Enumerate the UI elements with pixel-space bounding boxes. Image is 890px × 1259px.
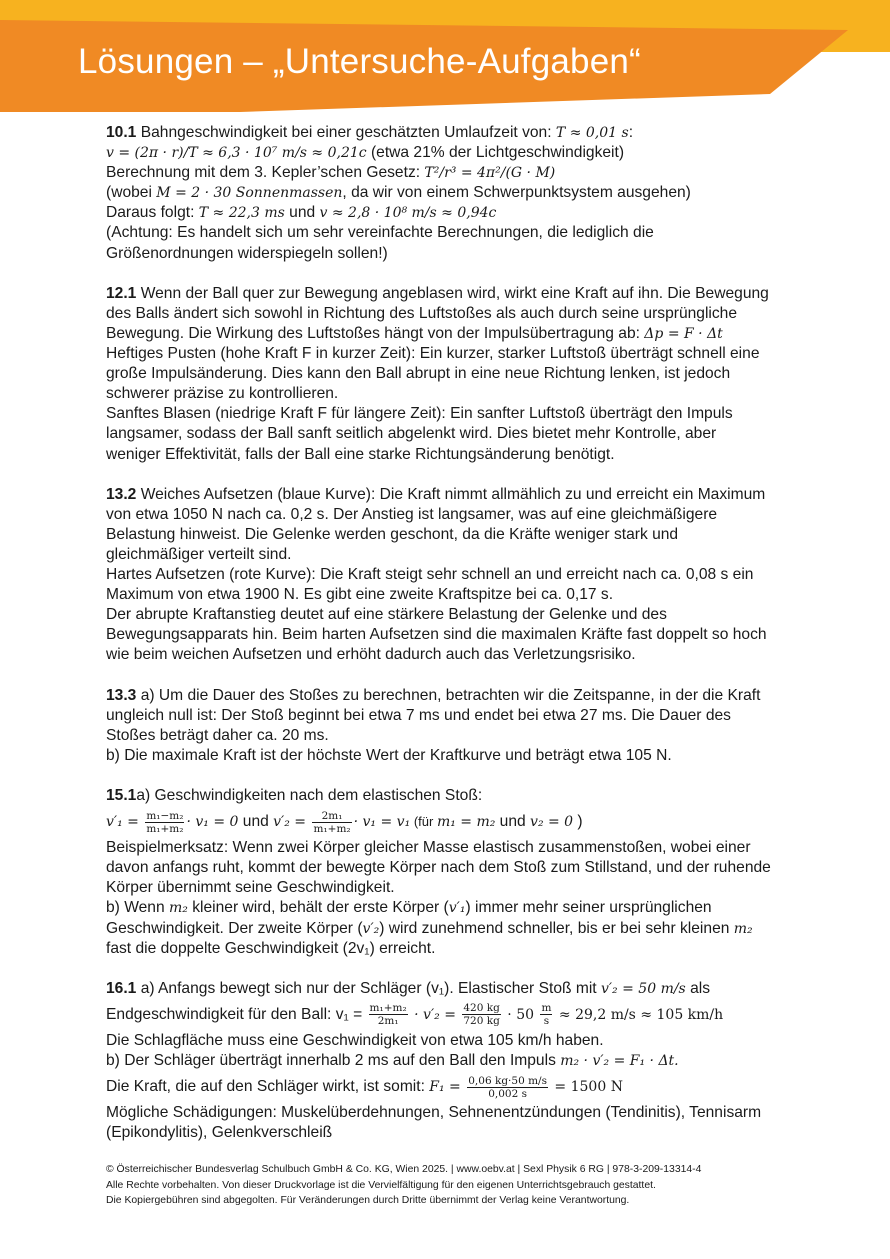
line: b) Die maximale Kraft ist der höchste Wert der Kraftkurve und beträgt etwa 105 N. [106, 746, 672, 764]
formula: v′₂ = [273, 814, 311, 831]
page-title: Lösungen – „Untersuche-Aufgaben“ [78, 42, 641, 81]
fraction [369, 1002, 408, 1027]
line: Die Schlagfläche muss eine Geschwindigkeit von etwa 105 km/h haben. [106, 1031, 604, 1049]
line: ungleich null ist: Der Stoß beginnt bei etwa 7 ms und endet bei etwa 27 ms. Die Dauer des [106, 706, 731, 724]
formula: · v′₂ = [409, 1006, 461, 1023]
footer-line: Die Kopiergebühren sind abgegolten. Für Veränderungen durch Dritte übernimmt der Verlag keine Verantwortung. [106, 1195, 630, 1206]
text: ) wird zunehmend schneller, bis er bei sehr kleinen [379, 919, 734, 937]
line [106, 284, 786, 304]
formula: m₂ [168, 900, 188, 917]
text: (wobei [106, 184, 157, 202]
formula: ≈ 29,2 m/s ≈ 105 km/h [554, 1006, 724, 1023]
fraction [462, 1002, 500, 1027]
task-number: 10.1 [106, 124, 137, 141]
copyright-footer [106, 1162, 826, 1209]
formula: = 1500 N [549, 1079, 623, 1096]
text: Weiches Aufsetzen (blaue Kurve): Die Kraft nimmt allmählich zu und erreicht ein Maximum [136, 485, 766, 503]
line: (Epikondylitis), Gelenkverschleiß [106, 1124, 333, 1142]
fraction [540, 1002, 552, 1027]
line [106, 1051, 786, 1071]
task-number: 16.1 [106, 979, 137, 997]
formula: v = (2π · r)/T ≈ 6,3 · 10⁷ m/s ≈ 0,21c [106, 145, 367, 162]
numerator: 420 kg [463, 1002, 500, 1015]
text: , da wir von einem Schwerpunktsystem ausgehen) [342, 184, 691, 202]
line: langsamer, sodass der Ball sanft seitlich abgelenkt wird. Dies bietet mehr Kontrolle, aber [106, 425, 717, 443]
equation-line [106, 1071, 786, 1103]
section-15-1 [106, 786, 786, 959]
text: und [238, 813, 274, 831]
formula: v′₂ [362, 920, 380, 937]
denominator: s [543, 1015, 550, 1028]
formula: Δp = F · Δt [644, 325, 723, 342]
formula: m₂ · v′₂ = F₁ · Δt. [560, 1053, 679, 1070]
denominator: m₁+m₂ [313, 822, 351, 835]
line: gleichmäßiger verteilt sind. [106, 545, 292, 563]
text: : [628, 124, 634, 141]
line: Größenordnungen widerspiegeln sollen!) [106, 244, 388, 262]
text: Geschwindigkeit. Der zweite Körper ( [106, 919, 363, 937]
line: von etwa 1050 N nach ca. 0,2 s. Der Anstieg ist langsamer, was auf eine gleichmäßigere [106, 505, 718, 523]
line: Körper übernimmt seine Geschwindigkeit. [106, 879, 395, 897]
section-12-1 [106, 284, 786, 465]
line: Mögliche Schädigungen: Muskelüberdehnungen, Sehnenentzündungen (Tendinitis), Tennisarm [106, 1104, 762, 1122]
numerator: m [541, 1002, 552, 1015]
text: und [284, 204, 320, 222]
formula: T²/r³ = 4π²/(G · M) [424, 165, 556, 182]
text: a) Anfangs bewegt sich nur der Schläger (v₁). Elastischer Stoß mit [136, 979, 601, 997]
formula: m₂ [733, 920, 753, 937]
line [106, 979, 786, 999]
text: (für [410, 814, 437, 830]
fraction [145, 810, 184, 835]
equation-line [106, 806, 786, 838]
formula: · 50 [502, 1006, 539, 1023]
line: große Impulsänderung. Dies kann den Ball abrupt in eine neue Richtung lenken, ist jedoch [106, 365, 731, 383]
line [106, 324, 786, 344]
section-16-1 [106, 979, 786, 1143]
section-13-2 [106, 485, 786, 666]
task-number: 13.2 [106, 485, 137, 503]
text: Daraus folgt: [106, 204, 199, 222]
text: Endgeschwindigkeit für den Ball: v₁ = [106, 1005, 367, 1023]
text: Bahngeschwindigkeit bei einer geschätzten Umlaufzeit von: [136, 124, 556, 141]
denominator: 2m₁ [377, 1015, 399, 1028]
numerator: 2m₁ [312, 810, 351, 823]
line: davon anfangs ruht, kommt der bewegte Körper nach dem Stoß zum Stillstand, und der ruhende [106, 859, 771, 877]
text: und [495, 813, 531, 831]
formula: · v₁ = 0 [186, 814, 239, 831]
line [106, 163, 786, 183]
formula: · v₁ = v₁ [353, 814, 411, 831]
line: Der abrupte Kraftanstieg deutet auf eine stärkere Belastung der Gelenke und des [106, 606, 667, 624]
line: wie beim weichen Aufsetzen und erhöht dadurch auch das Verletzungsrisiko. [106, 646, 636, 664]
text: kleiner wird, behält der erste Körper ( [187, 899, 449, 917]
numerator: 0,06 kg·50 m/s [468, 1074, 547, 1087]
formula: F₁ = [429, 1079, 466, 1096]
formula: v′₁ = [106, 814, 144, 831]
line: weniger Effektivität, falls der Ball eine starke Richtungsänderung benötigt. [106, 445, 615, 463]
solutions-content [106, 123, 786, 1163]
text: als [685, 979, 711, 997]
line [106, 183, 786, 203]
line: schwerer präzise zu kontrollieren. [106, 385, 339, 403]
formula: v′₂ = 50 m/s [600, 980, 686, 997]
formula: T ≈ 22,3 ms [198, 205, 285, 222]
numerator: m₁−m₂ [146, 809, 184, 822]
section-10-1 [106, 123, 786, 264]
fraction [312, 810, 351, 835]
formula: m₁ = m₂ [436, 814, 496, 831]
task-number: 13.3 [106, 686, 137, 704]
fraction [467, 1075, 548, 1100]
footer-line: © Österreichischer Bundesverlag Schulbuch GmbH & Co. KG, Wien 2025. | www.oebv.at | Sexl Physik 6 RG | 978-3-209-13314-4 [106, 1164, 702, 1175]
text: a) Geschwindigkeiten nach dem elastischen Stoß: [136, 787, 483, 805]
section-13-3 [106, 686, 786, 766]
line: Stoßes beträgt daher ca. 20 ms. [106, 726, 329, 744]
line: Hartes Aufsetzen (rote Kurve): Die Kraft steigt sehr schnell an und erreicht nach ca. 0,08 s ein [106, 566, 754, 584]
text: Wenn der Ball quer zur Bewegung angeblasen wird, wirkt eine Kraft auf ihn. Die Bewegung [136, 284, 769, 302]
line [106, 123, 786, 143]
line: (Achtung: Es handelt sich um sehr vereinfachte Berechnungen, die lediglich die [106, 224, 654, 242]
line: Beispielmerksatz: Wenn zwei Körper gleicher Masse elastisch zusammenstoßen, wobei einer [106, 839, 751, 857]
text: ) [573, 813, 583, 831]
text: Berechnung mit dem 3. Kepler’schen Gesetz: [106, 164, 425, 182]
formula: M = 2 · 30 Sonnenmassen [156, 185, 343, 202]
formula: T ≈ 0,01 s [555, 125, 629, 141]
text: b) Der Schläger überträgt innerhalb 2 ms auf den Ball den Impuls [106, 1052, 561, 1070]
line: des Balls ändert sich sowohl in Richtung des Luftstoßes als auch durch seine ursprüngliche [106, 304, 738, 322]
line: Maximum von etwa 1900 N. Es gibt eine zweite Kraftspitze bei ca. 0,17 s. [106, 586, 614, 604]
task-number: 15.1 [106, 787, 137, 805]
line: Belastung hinweist. Die Gelenke werden geschont, da die Kräfte weniger stark und [106, 525, 679, 543]
line [106, 143, 786, 163]
line [106, 919, 786, 939]
denominator: m₁+m₂ [146, 822, 184, 835]
line: Bewegungsapparats hin. Beim harten Aufsetzen sind die maximalen Kräfte fast doppelt so hoch [106, 626, 767, 644]
line: Heftiges Pusten (hohe Kraft F in kurzer Zeit): Ein kurzer, starker Luftstoß überträgt schnell eine [106, 345, 760, 363]
line: fast die doppelte Geschwindigkeit (2v₁) erreicht. [106, 939, 436, 957]
formula: v₂ = 0 [530, 814, 574, 831]
line: Sanftes Blasen (niedrige Kraft F für längere Zeit): Ein sanfter Luftstoß überträgt den Impuls [106, 405, 733, 423]
line [106, 203, 786, 223]
formula: v′₁ [448, 900, 466, 917]
text: (etwa 21% der Lichtgeschwindigkeit) [366, 144, 625, 162]
line [106, 898, 786, 918]
formula: v ≈ 2,8 · 10⁸ m/s ≈ 0,94c [319, 205, 497, 222]
equation-line [106, 999, 786, 1031]
footer-line: Alle Rechte vorbehalten. Von dieser Druckvorlage ist die Vervielfältigung für den eigenen Unterrichtsgebrauch gestattet. [106, 1179, 656, 1191]
text: b) Wenn [106, 899, 169, 917]
line [106, 786, 786, 806]
text: Bewegung. Die Wirkung des Luftstoßes hängt von der Impulsübertragung ab: [106, 324, 645, 342]
text: a) Um die Dauer des Stoßes zu berechnen, betrachten wir die Zeitspanne, in der die Kraft [136, 686, 761, 704]
line [106, 686, 786, 706]
line [106, 485, 786, 505]
numerator: m₁+m₂ [369, 1002, 407, 1015]
text: ) immer mehr seiner ursprünglichen [465, 899, 712, 917]
denominator: 0,002 s [488, 1087, 528, 1100]
task-number: 12.1 [106, 284, 137, 302]
denominator: 720 kg [463, 1015, 500, 1028]
text: Die Kraft, die auf den Schläger wirkt, ist somit: [106, 1078, 430, 1096]
